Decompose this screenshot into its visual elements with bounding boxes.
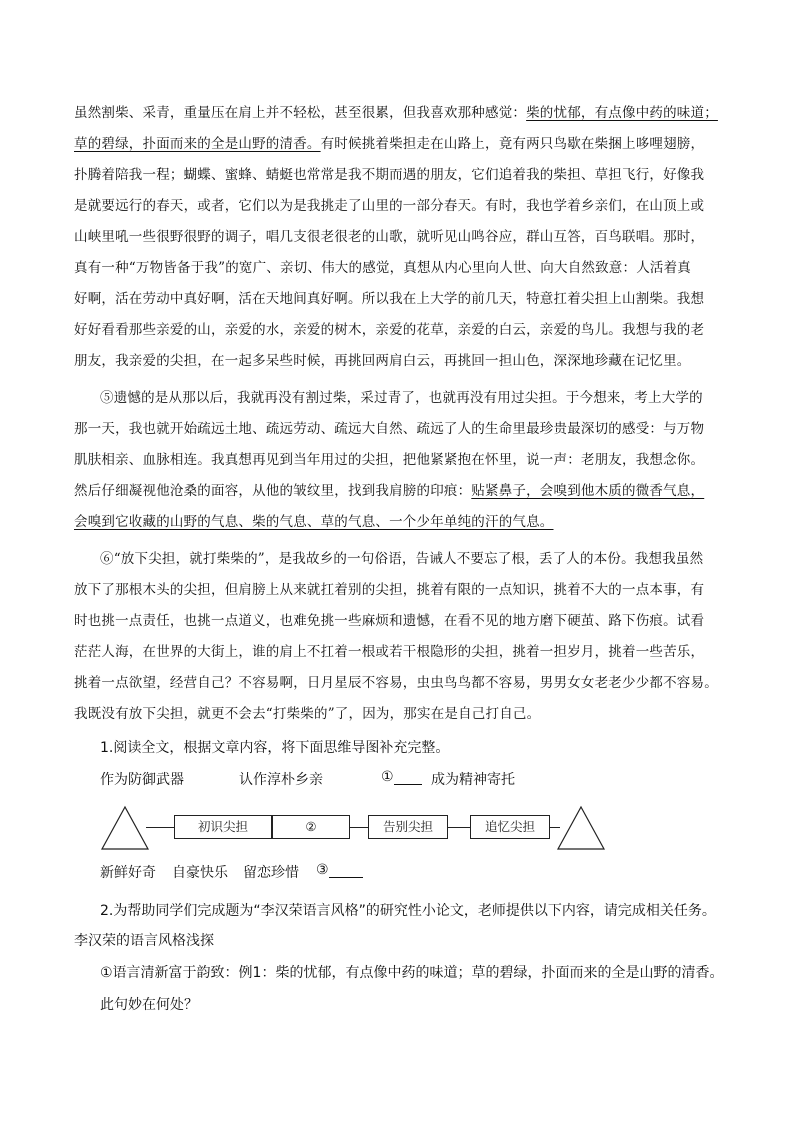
stage-box-2-blank[interactable]: ② (272, 815, 350, 839)
connector-line (146, 827, 174, 828)
left-triangle-icon (100, 805, 150, 851)
question-1-prompt: 1.阅读全文，根据文章内容，将下面思维导图补充完整。 (100, 740, 450, 756)
p4-line-1: 虽然割柴、采青，重量压在肩上并不轻松，甚至很累，但我喜欢那种感觉：柴的忧郁，有点像中药的味道； (74, 105, 718, 121)
stage-box-3: 告别尖担 (368, 815, 448, 839)
p4-line-5: 山峡里吼一些很野很野的调子，唱几支很老很老的山歌，就听见山鸣谷应，群山互答，百鸟联唱。那时， (74, 229, 705, 245)
p6-line-6: 我既没有放下尖担，就更不会去“打柴柴的”了，因为，那实在是自己打自己。 (74, 706, 541, 722)
top-label-4: 成为精神寄托 (431, 772, 515, 788)
right-triangle-icon (556, 805, 606, 851)
connector-line (350, 827, 368, 828)
question-2-ask: 此句妙在何处？ (100, 997, 198, 1013)
p4-line-9: 朋友，我亲爱的尖担，在一起多呆些时候，再挑回两肩白云，再挑回一担山色，深深地珍藏在记忆里。 (74, 353, 691, 369)
p6-line-1: ⑥“放下尖担，就打柴柴的”，是我故乡的一句俗语，告诫人不要忘了根，丢了人的本份。我想我虽然 (100, 551, 704, 567)
question-2-prompt: 2.为帮助同学们完成题为“李汉荣语言风格”的研究性小论文，老师提供以下内容，请完成相关任务。 (100, 903, 716, 919)
bottom-label-2: 自豪快乐 (172, 865, 228, 881)
top-label-2: 认作淳朴乡亲 (239, 772, 323, 788)
stage-box-4: 追忆尖担 (470, 815, 550, 839)
p6-line-4: 茫茫人海，在世界的大街上，谁的肩上不扛着一根或若干根隐形的尖担，挑着一担岁月，挑着一些苦乐， (74, 644, 705, 660)
answer-blank-1[interactable] (394, 770, 422, 785)
p5-line-2: 那一天，我也就开始疏远土地、疏远劳动、疏远大自然、疏远了人的生命里最珍贵最深切的感受：与万物 (74, 421, 705, 437)
question-2-title: 李汉荣的语言风格浅探 (74, 933, 214, 949)
p5-line-3: 肌肤相亲、血脉相连。我真想再见到当年用过的尖担，把他紧紧抱在怀里，说一声：老朋友，我想念你。 (74, 452, 705, 468)
p5-line-1: ⑤遗憾的是从那以后，我就再没有割过柴，采过青了，也就再没有用过尖担。于今想来，考上大学的 (100, 390, 703, 406)
bottom-label-1: 新鲜好奇 (100, 865, 156, 881)
bottom-label-4: ③ (316, 862, 363, 878)
p4-line-7: 好啊，活在劳动中真好啊，活在天地间真好啊。所以我在上大学的前几天，特意扛着尖担上山割柴。我想 (74, 291, 705, 307)
bottom-label-3: 留恋珍惜 (243, 865, 299, 881)
p4-line-8: 好好看看那些亲爱的山，亲爱的水，亲爱的树木，亲爱的花草，亲爱的白云，亲爱的鸟儿。我想与我的老 (74, 322, 705, 338)
p4-line-2: 草的碧绿，扑面而来的全是山野的清香。有时候挑着柴担走在山路上，竟有两只鸟歇在柴捆上哆哩翅膀， (74, 136, 705, 152)
p6-line-3: 时也挑一点责任，也挑一点道义，也难免挑一些麻烦和遗憾，在看不见的地方磨下硬茧、路下伤痕。试看 (74, 613, 705, 629)
p5-line-5: 会嗅到它收藏的山野的气息、柴的气息、草的气息、一个少年单纯的汗的气息。 (74, 514, 554, 530)
p5-line-4: 然后仔细凝视他沧桑的面容，从他的皱纹里，找到我肩膀的印痕：贴紧鼻子，会嗅到他木质的微香气息， (74, 483, 705, 499)
p4-line-6: 真有一种“万物皆备于我”的宽广、亲切、伟大的感觉，真想从内心里向人世、向大自然致意：人活着真 (74, 260, 692, 276)
top-label-3: ① (381, 769, 422, 785)
stage-box-1: 初识尖担 (174, 815, 272, 839)
p6-line-2: 放下了那根木头的尖担，但肩膀上从来就扛着别的尖担，挑着有限的一点知识，挑着不大的一点本事，有 (74, 582, 705, 598)
p4-line-3: 扑腾着陪我一程；蝴蝶、蜜蜂、蜻蜓也常常是我不期而遇的朋友，它们追着我的柴担、草担飞行，好像我 (74, 167, 705, 183)
p4-line-4: 是就要远行的春天，或者，它们以为是我挑走了山里的一部分春天。有时，我也学着乡亲们，在山顶上或 (74, 198, 705, 214)
question-2-item-1: ①语言清新富于韵致：例1：柴的忧郁，有点像中药的味道；草的碧绿，扑面而来的全是山野的清香。 (100, 965, 724, 981)
answer-blank-3[interactable] (329, 863, 363, 878)
p6-line-5: 挑着一点欲望，经营自己？不容易啊，日月星辰不容易，虫虫鸟鸟都不容易，男男女女老老少少都不容易。 (74, 675, 718, 691)
top-label-1: 作为防御武器 (100, 772, 184, 788)
connector-line (448, 827, 470, 828)
